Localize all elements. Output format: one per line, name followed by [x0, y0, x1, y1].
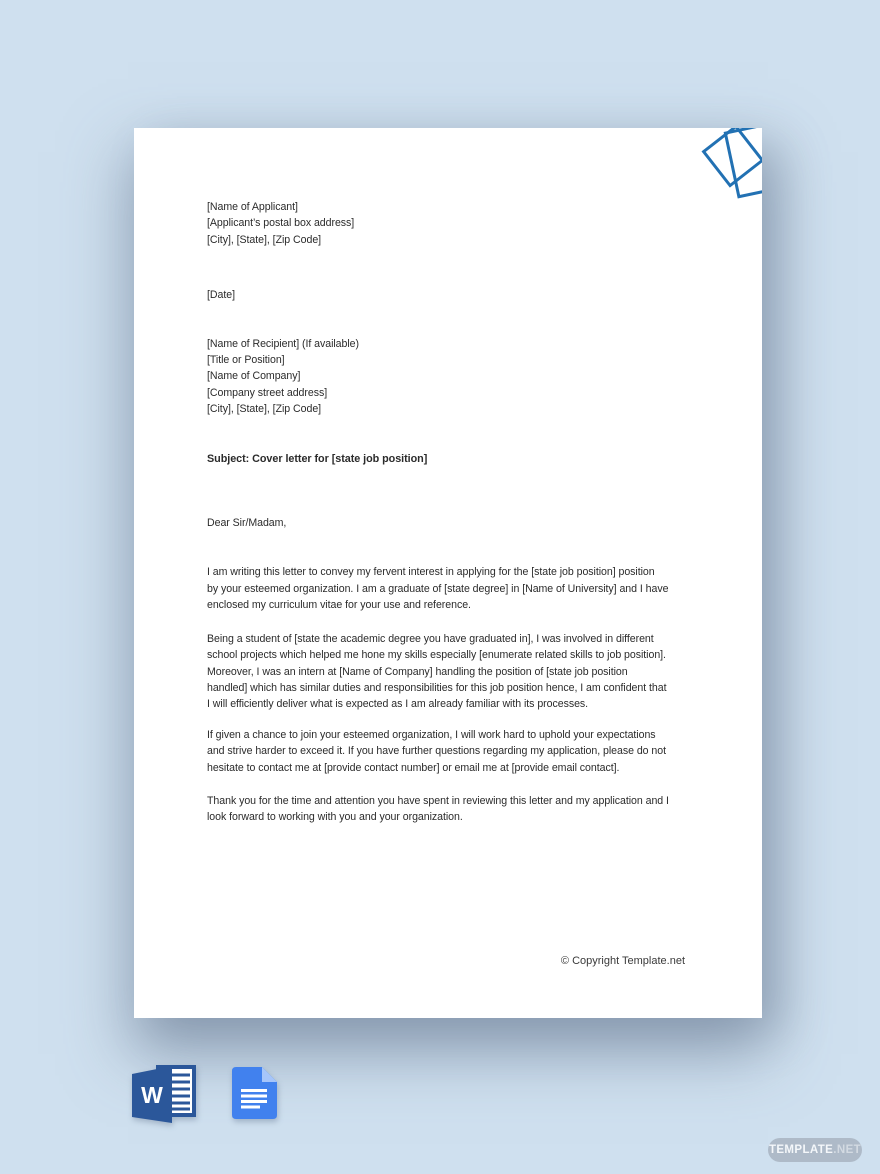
google-docs-icon-svg	[228, 1066, 280, 1120]
paragraph-4-line: Thank you for the time and attention you have spent in reviewing this letter and my application and I	[207, 794, 669, 807]
recipient-name: [Name of Recipient] (If available)	[207, 337, 359, 350]
sender-address-block	[207, 199, 685, 248]
letter-document-page	[134, 128, 762, 1018]
copyright-notice: © Copyright Template.net	[560, 954, 685, 967]
ms-word-icon[interactable]	[128, 1062, 198, 1124]
paragraph-2-line: I will efficiently deliver what is expected as I am already familiar with its processes.	[207, 698, 589, 711]
recipient-city-state-zip: [City], [State], [Zip Code]	[207, 403, 322, 416]
paragraph-2-line: Moreover, I was an intern at [Name of Company] handling the position of [state job position	[207, 665, 628, 678]
letter-body	[207, 128, 685, 969]
paragraph-2-line: school projects which helped me hone my skills especially [enumerate related skills to job position].	[207, 649, 666, 662]
recipient-title: [Title or Position]	[207, 354, 285, 367]
recipient-company: [Name of Company]	[207, 370, 301, 383]
word-letter: W	[141, 1082, 163, 1108]
paragraph-4-line: look forward to working with you and your organization.	[207, 811, 463, 824]
paragraph-1	[207, 564, 685, 613]
paragraph-1-line: I am writing this letter to convey my fervent interest in applying for the [state job position] position	[207, 566, 655, 579]
recipient-address-block	[207, 336, 685, 418]
paragraph-2	[207, 631, 685, 713]
paragraph-4	[207, 793, 685, 826]
sender-name: [Name of Applicant]	[207, 201, 298, 213]
badge-text-secondary: .NET	[833, 1144, 862, 1156]
paragraph-3-line: hesitate to contact me at [provide contact number] or email me at [provide email contact].	[207, 761, 620, 774]
letter-date: [Date]	[207, 289, 235, 302]
paragraph-1-line: by your esteemed organization. I am a graduate of [state degree] in [Name of University] and I have	[207, 582, 669, 595]
paragraph-3-line: and strive harder to exceed it. If you have further questions regarding my application, please do not	[207, 745, 666, 758]
templatenet-badge	[768, 1138, 862, 1162]
paragraph-1-line: enclosed my curriculum vitae for your use and reference.	[207, 599, 471, 612]
paragraph-3	[207, 727, 685, 776]
paragraph-2-line: Being a student of [state the academic degree you have graduated in], I was involved in different	[207, 632, 654, 645]
google-docs-icon[interactable]	[228, 1066, 280, 1120]
sender-city-state-zip: [City], [State], [Zip Code]	[207, 233, 322, 246]
recipient-street: [Company street address]	[207, 386, 328, 399]
paragraph-3-line: If given a chance to join your esteemed organization, I will work hard to uphold your expectations	[207, 728, 656, 741]
paragraph-2-line: handled] which has similar duties and responsibilities for this job position hence, I am confident that	[207, 681, 667, 694]
badge-text-primary: TEMPLATE	[768, 1144, 834, 1156]
salutation: Dear Sir/Madam,	[207, 517, 287, 530]
sender-address: [Applicant’s postal box address]	[207, 217, 355, 230]
ms-word-icon-svg	[128, 1062, 198, 1124]
subject-line: Subject: Cover letter for [state job position]	[207, 452, 428, 465]
